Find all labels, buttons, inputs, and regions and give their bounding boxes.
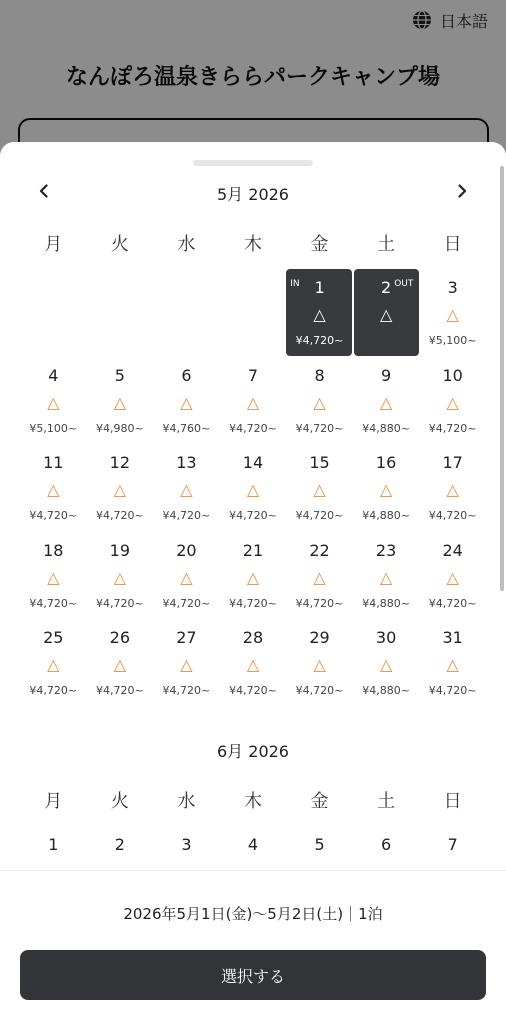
day-number: 18 bbox=[43, 540, 64, 560]
day-number: 31 bbox=[442, 628, 463, 647]
week-row bbox=[20, 826, 486, 870]
weekday-header-row bbox=[20, 787, 486, 813]
day-price: ¥4,720~ bbox=[95, 596, 144, 610]
day-cell[interactable] bbox=[353, 357, 420, 444]
day-price: ¥4,720~ bbox=[95, 509, 144, 522]
day-price: ¥4,720~ bbox=[229, 509, 277, 522]
day-price: ¥4,720~ bbox=[29, 684, 78, 697]
week-row bbox=[20, 619, 486, 706]
empty-day-cell bbox=[87, 269, 154, 356]
day-number: 1 bbox=[48, 835, 59, 854]
day-number: 4 bbox=[48, 365, 59, 385]
weekday-label: 金 bbox=[310, 234, 329, 255]
day-number: 14 bbox=[242, 453, 264, 472]
day-price: ¥4,720~ bbox=[95, 684, 144, 697]
day-number: 27 bbox=[176, 628, 197, 647]
availability-triangle-icon: △ bbox=[180, 655, 193, 674]
day-number: 20 bbox=[176, 540, 197, 560]
day-cell[interactable] bbox=[220, 444, 287, 531]
availability-triangle-icon: △ bbox=[313, 567, 326, 587]
weekday-label: 月 bbox=[44, 234, 63, 255]
day-cell[interactable] bbox=[353, 826, 420, 870]
day-cell[interactable] bbox=[220, 532, 287, 619]
day-cell[interactable] bbox=[20, 826, 87, 870]
language-label[interactable]: 日本語 bbox=[439, 11, 488, 31]
availability-triangle-icon: △ bbox=[246, 392, 260, 412]
weekday-label: 水 bbox=[177, 234, 196, 255]
weekday-header-row bbox=[20, 230, 486, 256]
day-number: 17 bbox=[442, 453, 463, 472]
day-cell[interactable] bbox=[20, 619, 87, 706]
day-number: 2 bbox=[114, 835, 125, 854]
availability-triangle-icon: △ bbox=[47, 392, 60, 412]
weekday-label: 木 bbox=[243, 791, 262, 812]
sheet-footer bbox=[0, 870, 506, 1024]
day-cell[interactable] bbox=[286, 532, 353, 619]
day-cell[interactable] bbox=[419, 619, 486, 706]
day-number: 12 bbox=[109, 453, 131, 472]
availability-triangle-icon: △ bbox=[313, 480, 326, 499]
day-number: 15 bbox=[309, 453, 330, 472]
day-number: 5 bbox=[114, 365, 125, 385]
checkout-tag: OUT bbox=[394, 279, 414, 289]
day-cell[interactable] bbox=[87, 532, 154, 619]
day-cell[interactable] bbox=[153, 619, 220, 706]
day-cell[interactable] bbox=[353, 619, 420, 706]
weekday-label: 火 bbox=[110, 791, 129, 812]
day-price: ¥4,720~ bbox=[295, 684, 344, 697]
day-number: 28 bbox=[242, 628, 264, 647]
day-number: 3 bbox=[447, 278, 458, 297]
day-number: 1 bbox=[314, 278, 325, 297]
availability-triangle-icon: △ bbox=[246, 567, 260, 587]
availability-triangle-icon: △ bbox=[47, 480, 60, 499]
day-price: ¥4,880~ bbox=[362, 509, 410, 522]
day-number: 6 bbox=[181, 365, 192, 385]
day-price: ¥4,720~ bbox=[295, 596, 344, 610]
availability-triangle-icon: △ bbox=[246, 655, 260, 674]
day-price: ¥4,720~ bbox=[428, 421, 477, 435]
calendar-sheet bbox=[0, 142, 506, 1024]
availability-triangle-icon: △ bbox=[446, 567, 459, 587]
day-price: ¥4,720~ bbox=[229, 684, 277, 697]
empty-day-cell bbox=[20, 269, 87, 356]
day-cell[interactable] bbox=[286, 826, 353, 870]
day-number: 4 bbox=[247, 835, 259, 854]
scrollbar[interactable] bbox=[500, 166, 504, 591]
day-cell[interactable] bbox=[286, 357, 353, 444]
availability-triangle-icon: △ bbox=[313, 392, 326, 412]
day-price: ¥4,720~ bbox=[428, 684, 477, 697]
select-button[interactable]: 選択する bbox=[20, 950, 486, 1000]
availability-triangle-icon: △ bbox=[446, 305, 459, 324]
day-price: ¥4,980~ bbox=[95, 421, 144, 435]
day-number: 2 bbox=[381, 278, 392, 297]
availability-triangle-icon: △ bbox=[379, 480, 393, 499]
day-number: 7 bbox=[247, 365, 259, 385]
day-cell[interactable] bbox=[220, 826, 287, 870]
day-number: 21 bbox=[242, 540, 264, 560]
day-number: 13 bbox=[176, 453, 197, 472]
day-price: ¥4,880~ bbox=[362, 684, 410, 697]
day-number: 8 bbox=[314, 365, 325, 385]
day-cell[interactable] bbox=[286, 619, 353, 706]
stay-summary: 2026年5月1日(金)〜5月2日(土)｜1泊 bbox=[123, 905, 383, 923]
day-price: ¥4,880~ bbox=[362, 421, 410, 435]
day-number: 6 bbox=[381, 835, 392, 854]
availability-triangle-icon: △ bbox=[47, 567, 60, 587]
week-row bbox=[20, 269, 486, 356]
availability-triangle-icon: △ bbox=[379, 655, 393, 674]
day-number: 24 bbox=[442, 540, 463, 560]
day-price: ¥4,720~ bbox=[162, 596, 211, 610]
availability-triangle-icon: △ bbox=[379, 392, 393, 412]
checkin-tag: IN bbox=[290, 279, 300, 289]
week-row bbox=[20, 357, 486, 444]
day-cell[interactable] bbox=[87, 826, 154, 870]
day-price: ¥5,100~ bbox=[29, 421, 78, 435]
day-cell[interactable] bbox=[153, 357, 220, 444]
day-price: ¥4,720~ bbox=[162, 684, 211, 697]
day-cell[interactable] bbox=[353, 444, 420, 531]
day-price: ¥5,100~ bbox=[428, 334, 477, 347]
availability-triangle-icon: △ bbox=[446, 655, 459, 674]
day-number: 16 bbox=[375, 453, 397, 472]
day-price: ¥4,720~ bbox=[428, 596, 477, 610]
availability-triangle-icon: △ bbox=[113, 567, 126, 587]
month-title: 5月 2026 bbox=[217, 185, 289, 204]
day-number: 5 bbox=[314, 835, 325, 854]
day-price: ¥4,720~ bbox=[29, 596, 78, 610]
availability-triangle-icon: △ bbox=[379, 305, 393, 324]
weekday-label: 日 bbox=[443, 234, 462, 255]
day-cell[interactable] bbox=[20, 444, 87, 531]
day-cell[interactable] bbox=[153, 826, 220, 870]
empty-day-cell bbox=[220, 269, 287, 356]
day-cell[interactable] bbox=[153, 532, 220, 619]
availability-triangle-icon: △ bbox=[313, 305, 326, 324]
calendar-scroll-area[interactable] bbox=[0, 142, 506, 870]
day-price: ¥4,720~ bbox=[295, 509, 344, 522]
day-number: 9 bbox=[381, 365, 392, 385]
page-title: なんぽろ温泉きららパークキャンプ場 bbox=[65, 65, 440, 90]
availability-triangle-icon: △ bbox=[246, 480, 260, 499]
week-row bbox=[20, 444, 486, 531]
day-cell[interactable] bbox=[87, 357, 154, 444]
weekday-label: 水 bbox=[177, 791, 196, 812]
weekday-label: 金 bbox=[310, 791, 329, 812]
day-number: 10 bbox=[442, 365, 463, 385]
day-number: 25 bbox=[43, 628, 64, 647]
day-price: ¥4,720~ bbox=[295, 334, 344, 347]
day-number: 3 bbox=[181, 835, 192, 854]
availability-triangle-icon: △ bbox=[180, 480, 193, 499]
day-number: 22 bbox=[309, 540, 330, 560]
availability-triangle-icon: △ bbox=[113, 480, 126, 499]
day-number: 30 bbox=[375, 628, 397, 647]
day-price: ¥4,720~ bbox=[295, 421, 344, 435]
day-cell[interactable] bbox=[419, 826, 486, 870]
day-cell[interactable] bbox=[419, 357, 486, 444]
availability-triangle-icon: △ bbox=[379, 567, 393, 587]
day-cell[interactable] bbox=[286, 444, 353, 531]
day-number: 23 bbox=[375, 540, 397, 560]
weekday-label: 日 bbox=[443, 791, 462, 812]
availability-triangle-icon: △ bbox=[180, 567, 193, 587]
day-cell[interactable] bbox=[87, 619, 154, 706]
day-cell[interactable] bbox=[353, 532, 420, 619]
day-price: ¥4,720~ bbox=[162, 509, 211, 522]
day-cell[interactable] bbox=[286, 269, 353, 356]
day-cell[interactable] bbox=[220, 357, 287, 444]
availability-triangle-icon: △ bbox=[113, 655, 126, 674]
day-cell[interactable] bbox=[419, 532, 486, 619]
day-number: 19 bbox=[109, 540, 131, 560]
day-cell[interactable] bbox=[87, 444, 154, 531]
day-price: ¥4,760~ bbox=[162, 421, 211, 435]
day-price: ¥4,720~ bbox=[229, 596, 277, 610]
availability-triangle-icon: △ bbox=[446, 480, 459, 499]
day-cell[interactable] bbox=[153, 444, 220, 531]
weekday-label: 土 bbox=[377, 791, 396, 812]
availability-triangle-icon: △ bbox=[180, 392, 193, 412]
day-number: 26 bbox=[109, 628, 131, 647]
availability-triangle-icon: △ bbox=[313, 655, 326, 674]
availability-triangle-icon: △ bbox=[113, 392, 126, 412]
day-cell[interactable] bbox=[220, 619, 287, 706]
day-cell[interactable] bbox=[20, 357, 87, 444]
sheet-handle[interactable] bbox=[193, 160, 313, 166]
day-price: ¥4,720~ bbox=[428, 509, 477, 522]
weekday-label: 木 bbox=[243, 234, 262, 255]
day-cell[interactable] bbox=[353, 269, 420, 356]
weekday-label: 土 bbox=[377, 234, 396, 255]
day-price: ¥4,720~ bbox=[229, 421, 277, 435]
day-price: ¥4,720~ bbox=[29, 509, 78, 522]
day-number: 7 bbox=[447, 835, 458, 854]
availability-triangle-icon: △ bbox=[47, 655, 60, 674]
day-cell[interactable] bbox=[20, 532, 87, 619]
weekday-label: 月 bbox=[44, 791, 63, 812]
month-title: 6月 2026 bbox=[217, 742, 289, 761]
day-price: ¥4,880~ bbox=[362, 596, 410, 610]
day-number: 11 bbox=[43, 453, 64, 472]
week-row bbox=[20, 532, 486, 619]
availability-triangle-icon: △ bbox=[446, 392, 459, 412]
weekday-label: 火 bbox=[110, 234, 129, 255]
day-number: 29 bbox=[309, 628, 330, 647]
day-cell[interactable] bbox=[419, 444, 486, 531]
empty-day-cell bbox=[153, 269, 220, 356]
day-cell[interactable] bbox=[419, 269, 486, 356]
